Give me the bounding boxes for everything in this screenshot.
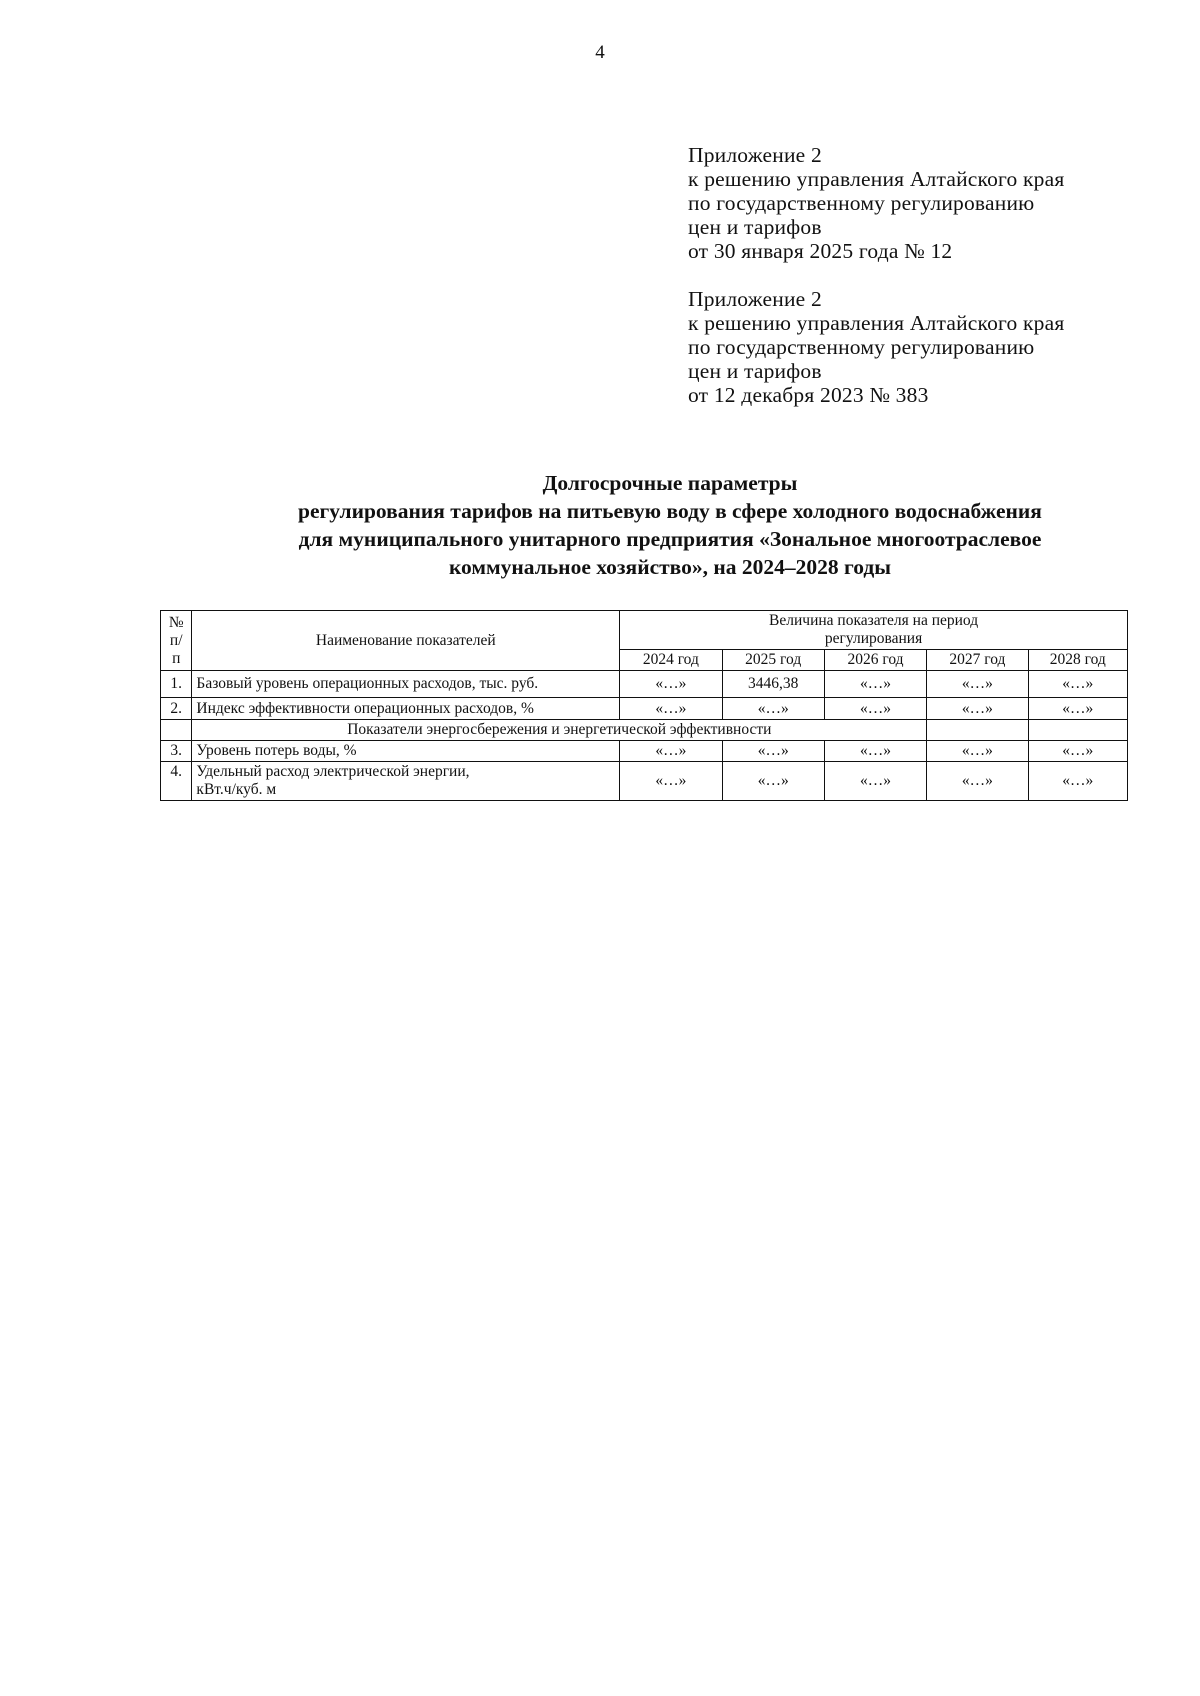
appendix-line: по государственному регулированию: [688, 191, 1035, 215]
row-value: «…»: [927, 698, 1028, 720]
appendix-block-original: [688, 287, 1158, 407]
title-line: Долгосрочные параметры: [542, 471, 798, 495]
table-row: [161, 698, 1128, 720]
appendix-line: Приложение 2: [688, 143, 822, 167]
page-number: 4: [595, 42, 605, 63]
table-header-row: [161, 611, 1128, 650]
row-value: «…»: [1028, 762, 1127, 801]
document-title: [140, 469, 1200, 581]
header-name-cell: Наименование показателей: [192, 611, 620, 671]
appendix-line: цен и тарифов: [688, 359, 822, 383]
row-value: «…»: [1028, 671, 1127, 698]
row-value: «…»: [722, 762, 824, 801]
row-value: «…»: [722, 741, 824, 762]
header-period-cell: [620, 611, 1128, 650]
row-number: 4.: [161, 762, 192, 801]
title-line: регулирования тарифов на питьевую воду в сфере холодного водоснабжения: [298, 499, 1042, 523]
header-period-line: Величина показателя на период: [769, 612, 979, 629]
row-value: «…»: [824, 671, 926, 698]
section-empty-cell: [927, 720, 1028, 741]
row-value: «…»: [927, 741, 1028, 762]
row-value: «…»: [824, 698, 926, 720]
row-number: 3.: [161, 741, 192, 762]
appendix-line: цен и тарифов: [688, 215, 822, 239]
section-empty-cell: [1028, 720, 1127, 741]
row-number: 2.: [161, 698, 192, 720]
year-header: 2028 год: [1028, 650, 1127, 671]
year-header: 2026 год: [824, 650, 926, 671]
appendix-line: по государственному регулированию: [688, 335, 1035, 359]
parameters-table: [160, 610, 1128, 801]
row-value: «…»: [620, 741, 722, 762]
row-value: «…»: [620, 671, 722, 698]
row-value: «…»: [927, 762, 1028, 801]
row-name: [192, 762, 620, 801]
year-header: 2024 год: [620, 650, 722, 671]
row-number: 1.: [161, 671, 192, 698]
table-row: [161, 741, 1128, 762]
appendix-line: Приложение 2: [688, 287, 822, 311]
row-value: «…»: [1028, 698, 1127, 720]
header-period-line: регулирования: [824, 630, 923, 647]
year-header: 2027 год: [927, 650, 1028, 671]
row-name: Индекс эффективности операционных расходов, %: [192, 698, 620, 720]
title-line: для муниципального унитарного предприятия «Зональное многоотраслевое: [298, 527, 1042, 551]
section-title: Показатели энергосбережения и энергетической эффективности: [192, 720, 927, 741]
appendix-line: от 30 января 2025 года № 12: [688, 239, 953, 263]
row-value: «…»: [927, 671, 1028, 698]
table-section-row: [161, 720, 1128, 741]
table-row: [161, 762, 1128, 801]
row-value: «…»: [824, 741, 926, 762]
appendix-line: от 12 декабря 2023 № 383: [688, 383, 929, 407]
table-row: [161, 671, 1128, 698]
row-value: 3446,38: [722, 671, 824, 698]
row-value: «…»: [620, 698, 722, 720]
row-value: «…»: [1028, 741, 1127, 762]
row-name: Базовый уровень операционных расходов, тыс. руб.: [192, 671, 620, 698]
row-name: Уровень потерь воды, %: [192, 741, 620, 762]
row-name-line: Удельный расход электрической энергии,: [196, 763, 470, 780]
section-empty-cell: [161, 720, 192, 741]
year-header: 2025 год: [722, 650, 824, 671]
row-value: «…»: [722, 698, 824, 720]
appendix-block-current: [688, 143, 1158, 263]
header-num-cell: [161, 611, 192, 671]
title-line: коммунальное хозяйство», на 2024–2028 годы: [448, 555, 892, 579]
appendix-line: к решению управления Алтайского края: [688, 167, 1065, 191]
row-value: «…»: [620, 762, 722, 801]
header-num-line: №: [168, 613, 184, 631]
header-num-line: п/: [169, 631, 183, 649]
row-name-line: кВт.ч/куб. м: [196, 781, 277, 798]
appendix-line: к решению управления Алтайского края: [688, 311, 1065, 335]
row-value: «…»: [824, 762, 926, 801]
header-num-line: п: [172, 649, 181, 667]
